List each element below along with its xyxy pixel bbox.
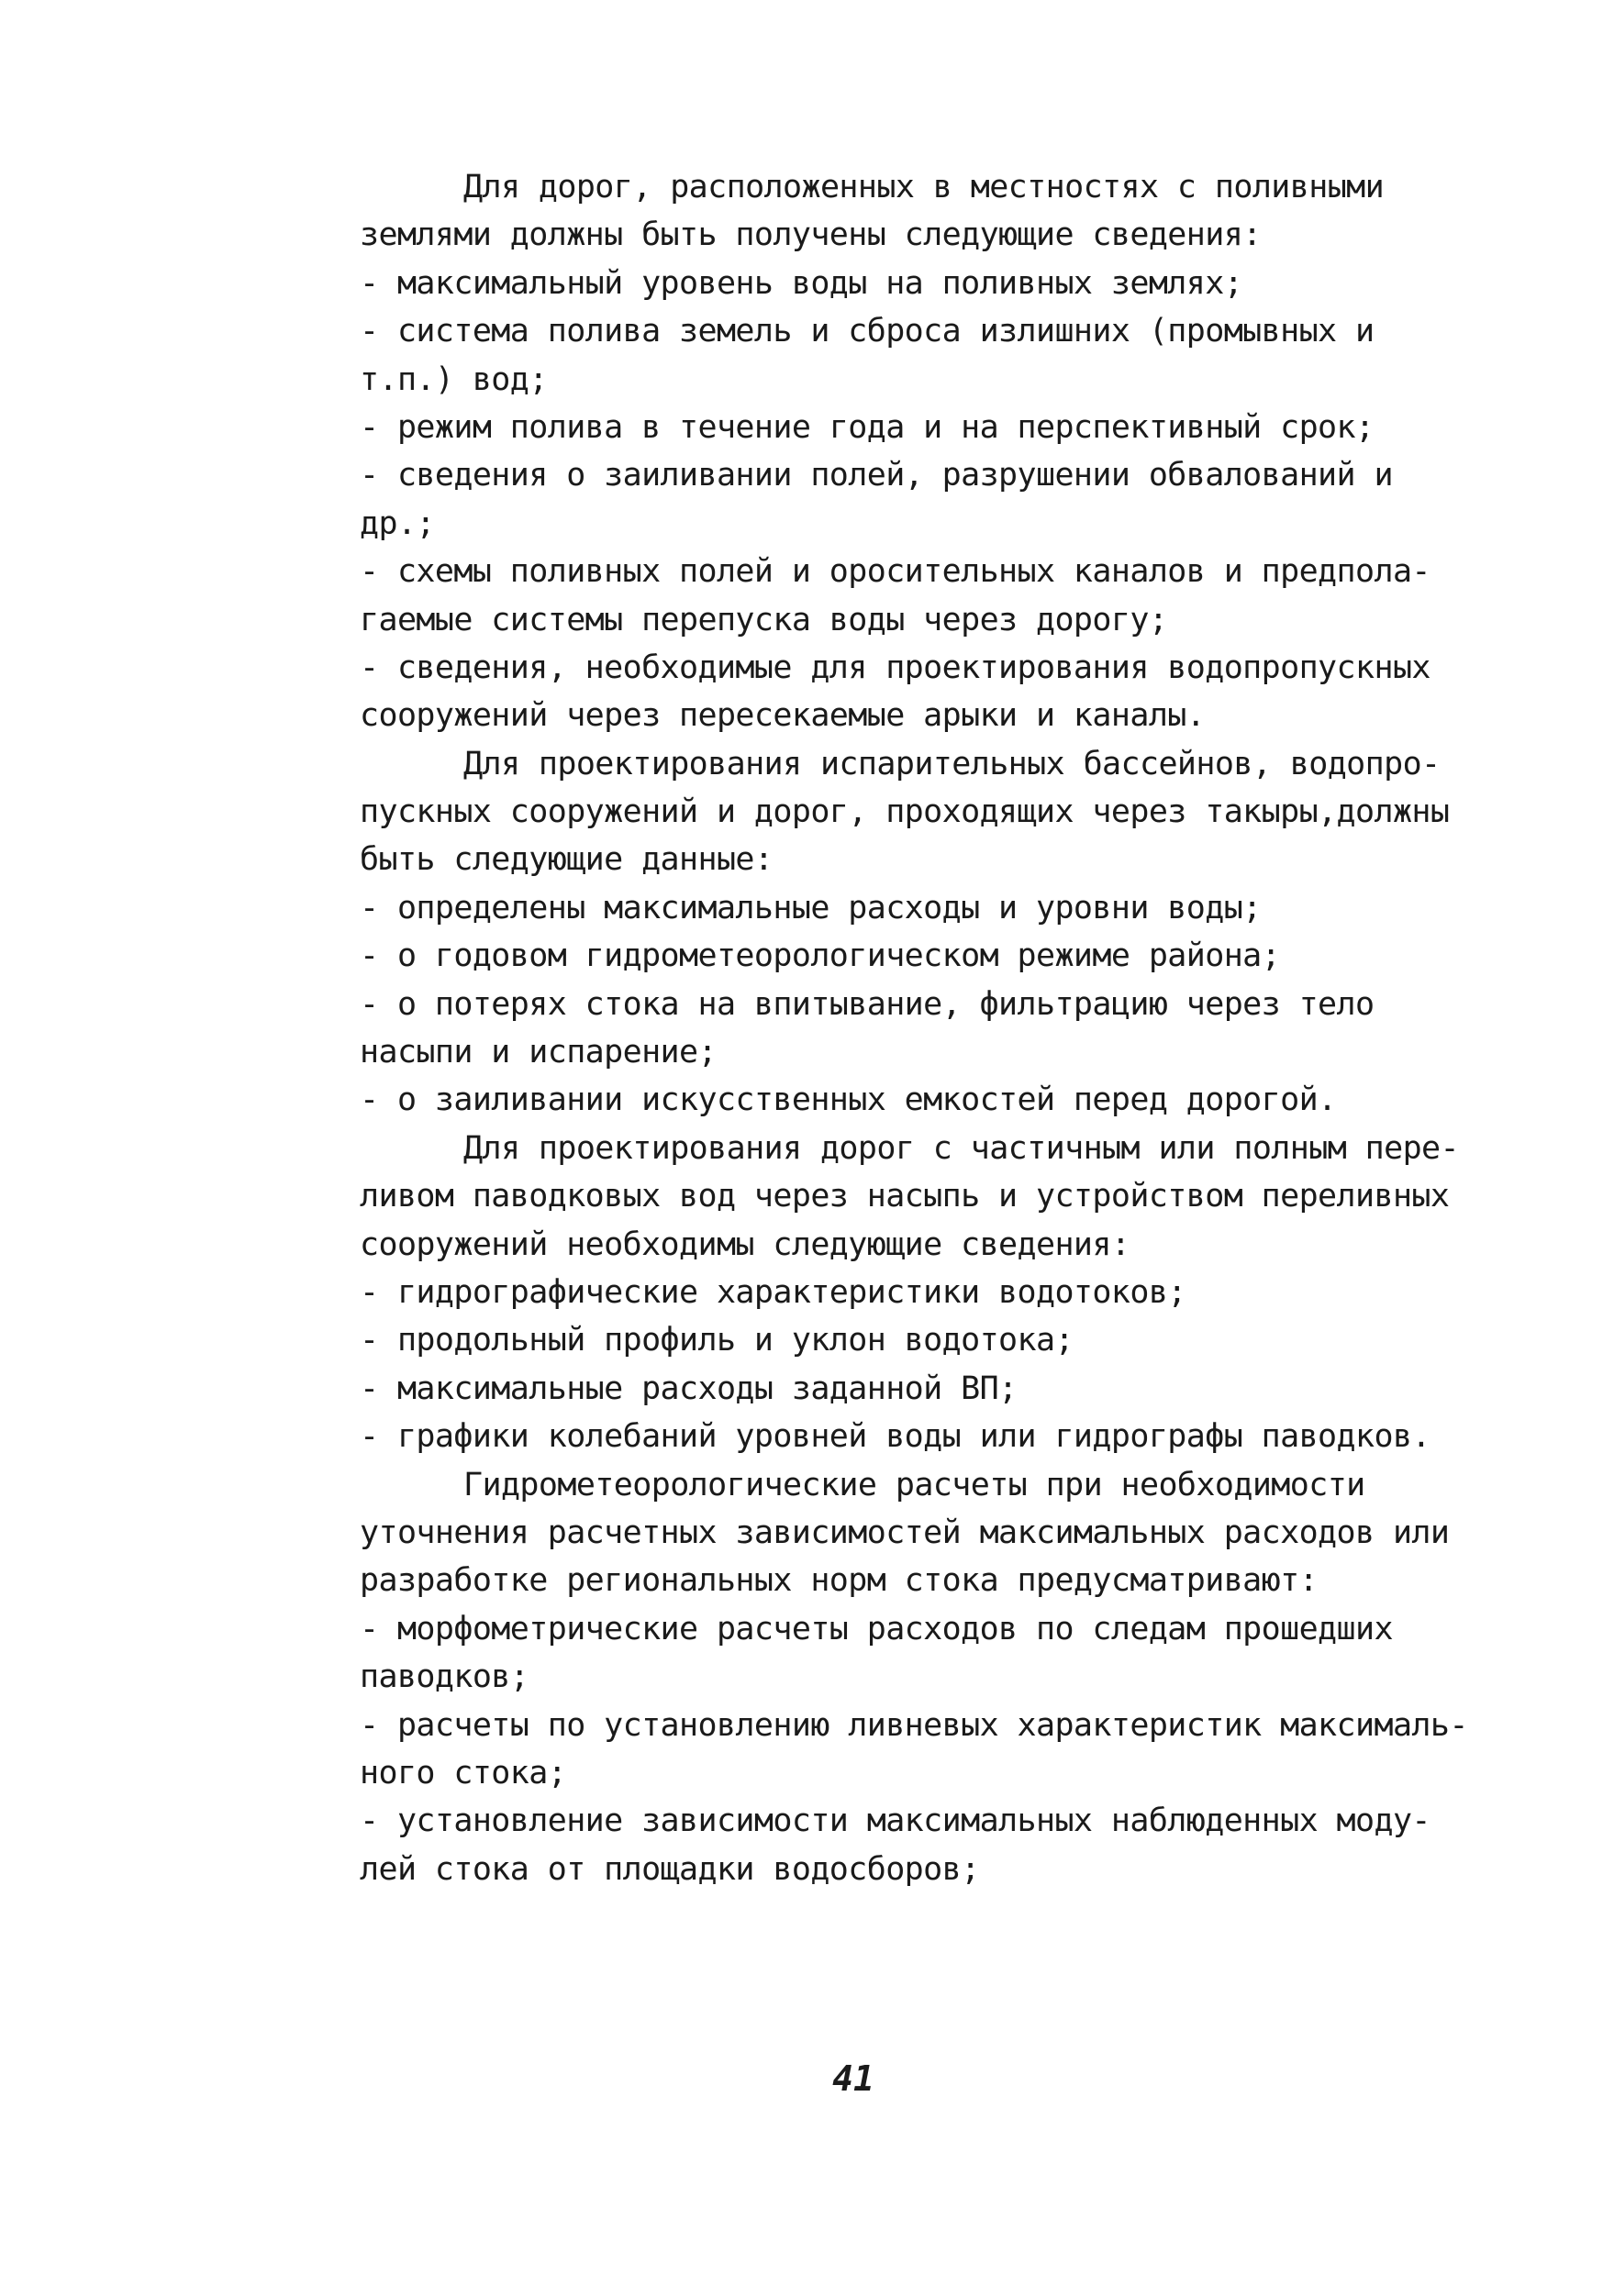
text-line: паводков; <box>360 1658 529 1696</box>
text-line: - сведения, необходимые для проектирования водопропускных <box>360 649 1430 686</box>
paragraph-first-line: Для дорог, расположенных в местностях с поливными <box>463 169 1385 205</box>
text-line: - максимальные расходы заданной ВП; <box>360 1370 1018 1407</box>
text-line: т.п.) вод; <box>360 360 548 398</box>
text-line: - о годовом гидрометеорологическом режиме района; <box>360 937 1281 975</box>
text-line: - о заиливании искусственных емкостей перед дорогой. <box>360 1081 1337 1119</box>
paragraph-first-line: Для проектирования дорог с частичным или полным пере- <box>463 1129 1460 1167</box>
text-line: разработке региональных норм стока предусматривают: <box>360 1562 1319 1600</box>
text-line: - установление зависимости максимальных наблюденных моду- <box>360 1802 1430 1840</box>
text-line: ного стока; <box>360 1754 567 1791</box>
paragraph-first-line: Для проектирования испарительных бассейнов, водопро- <box>463 745 1441 782</box>
text-line: - морфометрические расчеты расходов по следам прошедших <box>360 1610 1393 1647</box>
text-line: - графики колебаний уровней воды или гидрографы паводков. <box>360 1418 1430 1456</box>
text-line: - режим полива в течение года и на перспективный срок; <box>360 408 1375 446</box>
text-line: быть следующие данные: <box>360 841 774 879</box>
page-number: 41 <box>832 2058 874 2099</box>
document-body <box>360 163 1553 1893</box>
text-line: землями должны быть получены следующие сведения: <box>360 216 1262 254</box>
paragraph-first-line: Гидрометеорологические расчеты при необходимости <box>463 1466 1365 1503</box>
text-line: др.; <box>360 505 435 542</box>
text-line: - расчеты по установлению ливневых характеристик максималь- <box>360 1706 1468 1744</box>
text-line: ливом паводковых вод через насыпь и устройством переливных <box>360 1178 1450 1215</box>
text-line: уточнения расчетных зависимостей максимальных расходов или <box>360 1514 1450 1551</box>
text-line: гаемые системы перепуска воды через дорогу; <box>360 601 1168 638</box>
text-line: лей стока от площадки водосборов; <box>360 1850 980 1888</box>
text-line: - сведения о заиливании полей, разрушении обвалований и <box>360 457 1393 494</box>
text-line: - система полива земель и сброса излишних (промывных и <box>360 313 1375 350</box>
text-line: пускных сооружений и дорог, проходящих через такыры,должны <box>360 793 1450 831</box>
text-line: сооружений через пересекаемые арыки и каналы. <box>360 697 1206 735</box>
text-line: насыпи и испарение; <box>360 1034 717 1071</box>
text-line: - продольный профиль и уклон водотока; <box>360 1322 1074 1359</box>
text-line: - гидрографические характеристики водотоков; <box>360 1273 1186 1311</box>
text-line: - максимальный уровень воды на поливных землях; <box>360 264 1243 302</box>
text-line: - схемы поливных полей и оросительных каналов и предпола- <box>360 553 1430 591</box>
text-line: сооружений необходимы следующие сведения: <box>360 1226 1130 1263</box>
text-line: - о потерях стока на впитывание, фильтрацию через тело <box>360 985 1375 1023</box>
text-line: - определены максимальные расходы и уровни воды; <box>360 889 1262 926</box>
